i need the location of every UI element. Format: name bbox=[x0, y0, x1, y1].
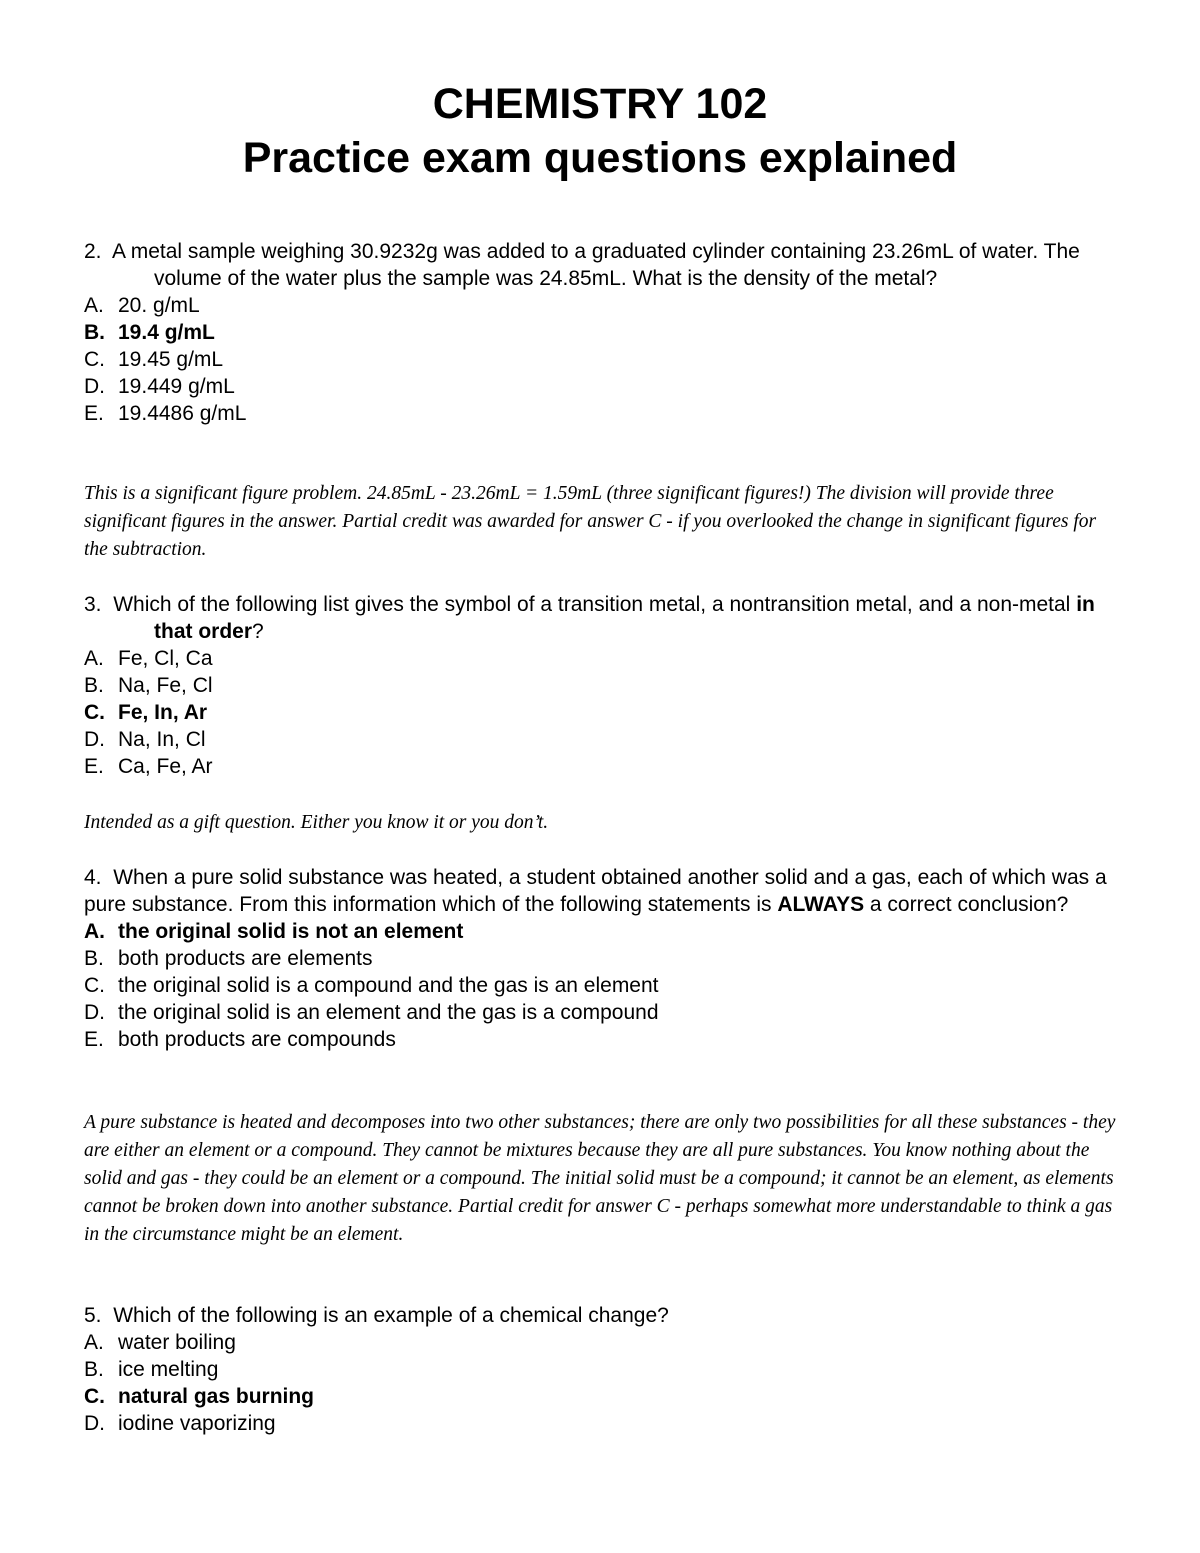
explanation-4: A pure substance is heated and decomposes into two other substances; there are only two possibilities for all these substances - they are either an element or a compound. They cannot be mixtures because they are all pure substances. You know nothing about the solid and gas - they could be an element or a compound. The initial solid must be a compound; it cannot be an element, as elements cannot be broken down into another substance. Partial credit for answer C - perhaps somewhat more understandable to think a gas in the circumstance might be an element. bbox=[84, 1112, 1116, 1245]
option-b bbox=[84, 672, 1104, 699]
option-b bbox=[84, 1356, 1114, 1383]
question-text: A metal sample weighing 30.9232g was added to a graduated cylinder containing 23.26mL of water. The volume of the water plus the sample was 24.85mL. What is the density of the metal? bbox=[112, 240, 1080, 290]
option-text: both products are elements bbox=[118, 947, 373, 970]
option-text: Na, In, Cl bbox=[118, 728, 206, 751]
option-letter: D. bbox=[84, 728, 105, 751]
page-title: CHEMISTRY 102 bbox=[432, 80, 768, 128]
option-c-correct bbox=[84, 699, 1104, 726]
option-a-correct bbox=[84, 918, 1114, 945]
question-number: 4. bbox=[84, 866, 102, 889]
option-letter: B. bbox=[84, 1358, 104, 1381]
option-text: 20. g/mL bbox=[118, 294, 200, 317]
option-letter: A. bbox=[84, 920, 105, 943]
question-number: 5. bbox=[84, 1304, 102, 1327]
option-text: Fe, Cl, Ca bbox=[118, 647, 213, 670]
question-emphasis: ALWAYS bbox=[777, 893, 865, 916]
question-3 bbox=[84, 591, 1104, 780]
option-text: the original solid is an element and the gas is a compound bbox=[118, 1001, 659, 1024]
option-text: Ca, Fe, Ar bbox=[118, 755, 213, 778]
question-stem bbox=[84, 591, 1104, 645]
question-text-end: ? bbox=[252, 620, 264, 643]
option-letter: A. bbox=[84, 1331, 104, 1354]
explanation-2: This is a significant figure problem. 24.85mL - 23.26mL = 1.59mL (three significant figures!) The division will provide three significant figures in the answer. Partial credit was awarded for answer C - if you overlooked the change in significant figures for the subtraction. bbox=[84, 483, 1097, 560]
question-text: When a pure solid substance was heated, a student obtained another solid and a gas, each of which was a pure substance. From this information which of the following statements is bbox=[84, 866, 1107, 916]
option-b-correct bbox=[84, 319, 1104, 346]
option-letter: E. bbox=[84, 755, 104, 778]
question-text-end: a correct conclusion? bbox=[864, 893, 1069, 916]
option-letter: E. bbox=[84, 402, 104, 425]
option-letter: A. bbox=[84, 294, 104, 317]
option-a bbox=[84, 1329, 1114, 1356]
option-text: both products are compounds bbox=[118, 1028, 396, 1051]
option-letter: D. bbox=[84, 1001, 105, 1024]
option-e bbox=[84, 1026, 1114, 1053]
option-d bbox=[84, 373, 1104, 400]
option-letter: D. bbox=[84, 375, 105, 398]
option-d bbox=[84, 1410, 1114, 1437]
option-text: iodine vaporizing bbox=[118, 1412, 276, 1435]
option-text: Na, Fe, Cl bbox=[118, 674, 213, 697]
option-letter: B. bbox=[84, 947, 104, 970]
option-text: 19.4486 g/mL bbox=[118, 402, 247, 425]
option-a bbox=[84, 292, 1104, 319]
option-text: the original solid is a compound and the gas is an element bbox=[118, 974, 659, 997]
option-a bbox=[84, 645, 1104, 672]
question-stem bbox=[84, 1302, 1114, 1329]
question-number: 2. bbox=[84, 240, 102, 263]
option-letter: A. bbox=[84, 647, 104, 670]
option-c bbox=[84, 972, 1114, 999]
option-b bbox=[84, 945, 1114, 972]
option-text: 19.4 g/mL bbox=[118, 321, 215, 344]
option-letter: C. bbox=[84, 701, 105, 724]
option-e bbox=[84, 400, 1104, 427]
option-text: Fe, In, Ar bbox=[118, 701, 208, 724]
option-letter: B. bbox=[84, 321, 105, 344]
explanation-3: Intended as a gift question. Either you know it or you don’t. bbox=[84, 812, 549, 833]
option-letter: C. bbox=[84, 1385, 105, 1408]
option-letter: B. bbox=[84, 674, 104, 697]
option-c bbox=[84, 346, 1104, 373]
question-2 bbox=[84, 238, 1104, 427]
option-c-correct bbox=[84, 1383, 1114, 1410]
question-text: Which of the following list gives the symbol of a transition metal, a nontransition metal, and a non-metal bbox=[113, 593, 1077, 616]
option-text: natural gas burning bbox=[118, 1385, 315, 1408]
option-letter: E. bbox=[84, 1028, 104, 1051]
question-emphasis: in that order bbox=[154, 593, 1095, 643]
option-text: the original solid is not an element bbox=[118, 920, 464, 943]
page-subtitle: Practice exam questions explained bbox=[242, 134, 958, 182]
option-text: 19.45 g/mL bbox=[118, 348, 224, 371]
option-e bbox=[84, 753, 1104, 780]
question-stem bbox=[84, 864, 1114, 918]
option-text: water boiling bbox=[118, 1331, 236, 1354]
option-letter: D. bbox=[84, 1412, 105, 1435]
question-4 bbox=[84, 864, 1114, 1053]
question-5 bbox=[84, 1302, 1114, 1437]
option-letter: C. bbox=[84, 348, 105, 371]
option-letter: C. bbox=[84, 974, 105, 997]
option-text: 19.449 g/mL bbox=[118, 375, 235, 398]
option-d bbox=[84, 999, 1114, 1026]
question-number: 3. bbox=[84, 593, 102, 616]
option-d bbox=[84, 726, 1104, 753]
question-stem bbox=[84, 238, 1104, 292]
option-text: ice melting bbox=[118, 1358, 219, 1381]
question-text: Which of the following is an example of a chemical change? bbox=[113, 1304, 669, 1327]
